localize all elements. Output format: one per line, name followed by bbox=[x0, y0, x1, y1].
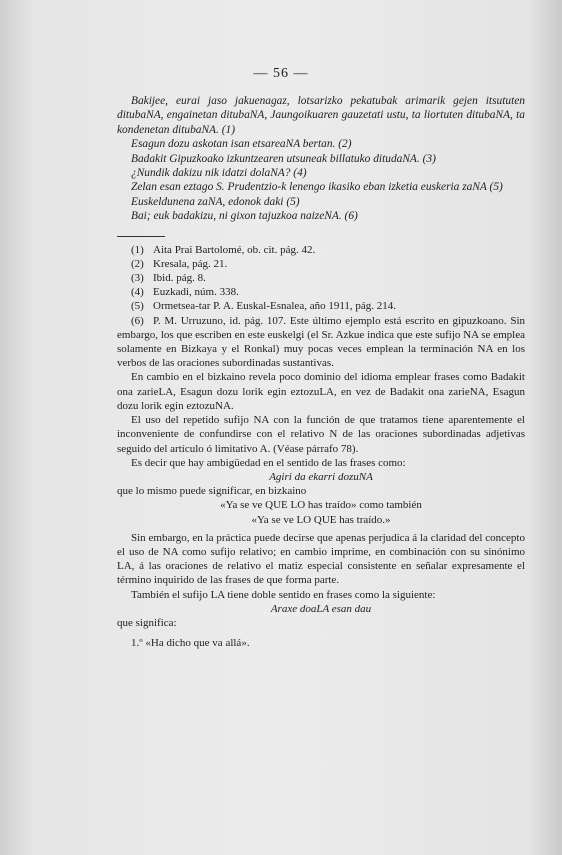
footnote-text: Ormetsea-tar P. A. Euskal-Esnalea, año 1911, pág. 214. bbox=[153, 300, 397, 313]
footnote-text: Euzkadi, núm. 338. bbox=[153, 286, 239, 299]
translation-quote: «Ya se ve QUE LO has traído» como también bbox=[220, 499, 422, 512]
example-sentence: Esagun dozu askotan isan etsareaNA bertan. (2) bbox=[131, 138, 352, 151]
example-sentence: Euskeldunena zaNA, edonok daki (5) bbox=[131, 195, 300, 208]
footnote bbox=[117, 299, 525, 313]
footnote bbox=[117, 271, 525, 285]
body-paragraph: Es decir que hay ambigüedad en el sentido de las frases como: bbox=[131, 456, 406, 469]
numbered-item: 1.º «Ha dicho que va allá». bbox=[131, 637, 250, 650]
body-paragraph: que significa: bbox=[117, 616, 177, 629]
example-phrase: Agiri da ekarri dozuNA bbox=[269, 470, 373, 483]
example-sentence: Bakijee, eurai jaso jakuenagaz, lotsarizko pekatubak arimarik gejen itsututen ditubaNA, engainetan ditubaNA, Jaungoikuaren gauzetati ustu, ta liortuten ditubaNA, ta kondenetan ditubaNA. (1) bbox=[117, 95, 525, 136]
body-paragraph: También el sufijo LA tiene doble sentido en frases como la siguiente: bbox=[131, 588, 436, 601]
translation-quote: «Ya se ve LO QUE has traído.» bbox=[251, 513, 391, 526]
footnote bbox=[117, 257, 525, 271]
example-sentence: Zelan esan eztago S. Prudentzio-k lenengo ikasiko eban izketia euskeria zaNA (5) bbox=[131, 181, 503, 194]
footnote-number: (3) bbox=[131, 272, 144, 285]
example-sentence: ¿Nundik dakizu nik idatzi dolaNA? (4) bbox=[131, 167, 307, 180]
footnote-text: P. M. Urruzuno, id. pág. 107. Este último ejemplo está escrito en gipuzkoano. Sin embargo, los que escriben en este euskelgi (el Sr. Azkue indica que este sufijo NA se emplea solamente en Bizkaya y el Ronkal) muy pocas veces emplean la terminación NA en los verbos de las oraciones subordinadas sustantivas. bbox=[117, 314, 525, 370]
example-sentence: Bai; euk badakizu, ni gixon tajuzkoa naizeNA. (6) bbox=[131, 210, 358, 223]
footnote-number: (4) bbox=[131, 286, 144, 299]
footnote bbox=[117, 285, 525, 299]
footnote-text: Aita Prai Bartolomé, ob. cit. pág. 42. bbox=[153, 243, 316, 256]
footnote-separator bbox=[117, 236, 165, 237]
footnotes bbox=[117, 243, 525, 651]
footnote-number: (1) bbox=[131, 243, 144, 256]
example-sentence: Badakit Gipuzkoako izkuntzearen utsuneak billatuko ditudaNA. (3) bbox=[131, 152, 436, 165]
page-number: — 56 — bbox=[253, 66, 309, 81]
body-paragraph: que lo mismo puede significar, en bizkaino bbox=[117, 485, 307, 498]
footnote-number: (6) bbox=[131, 314, 144, 327]
footnote bbox=[117, 314, 525, 371]
body-paragraph: El uso del repetido sufijo NA con la función de que tratamos tiene aparentemente el inconveniente de confundirse con el relativo N de las oraciones subordinadas adjetivas seguido del artículo ó limitativo A. (Véase párrafo 78). bbox=[117, 414, 525, 455]
body-paragraph: Sin embargo, en la práctica puede decirse que apenas perjudica á la claridad del concepto el uso de NA como sufijo relativo; en cambio imprime, en combinación con su sinónimo LA, á las oraciones de relativo el matiz especial consistente en señalar expresamente el término inquirido de las frases de que forma parte. bbox=[117, 531, 525, 587]
footnote-number: (2) bbox=[131, 257, 144, 270]
page-content bbox=[117, 94, 525, 650]
example-phrase: Araxe doaLA esan dau bbox=[270, 602, 372, 615]
footnote-number: (5) bbox=[131, 300, 144, 313]
footnote-text: Ibid. pág. 8. bbox=[153, 272, 206, 285]
footnote-text: Kresala, pág. 21. bbox=[153, 257, 228, 270]
footnote bbox=[117, 243, 525, 257]
body-paragraph: En cambio en el bizkaino revela poco dominio del idioma emplear frases como Badakit ona zarieLA, Esagun dozu lorik egin eztozuLA, en vez de Badakit ona zarieNA, Esagun dozu lorik egin eztozuNA. bbox=[117, 371, 525, 412]
